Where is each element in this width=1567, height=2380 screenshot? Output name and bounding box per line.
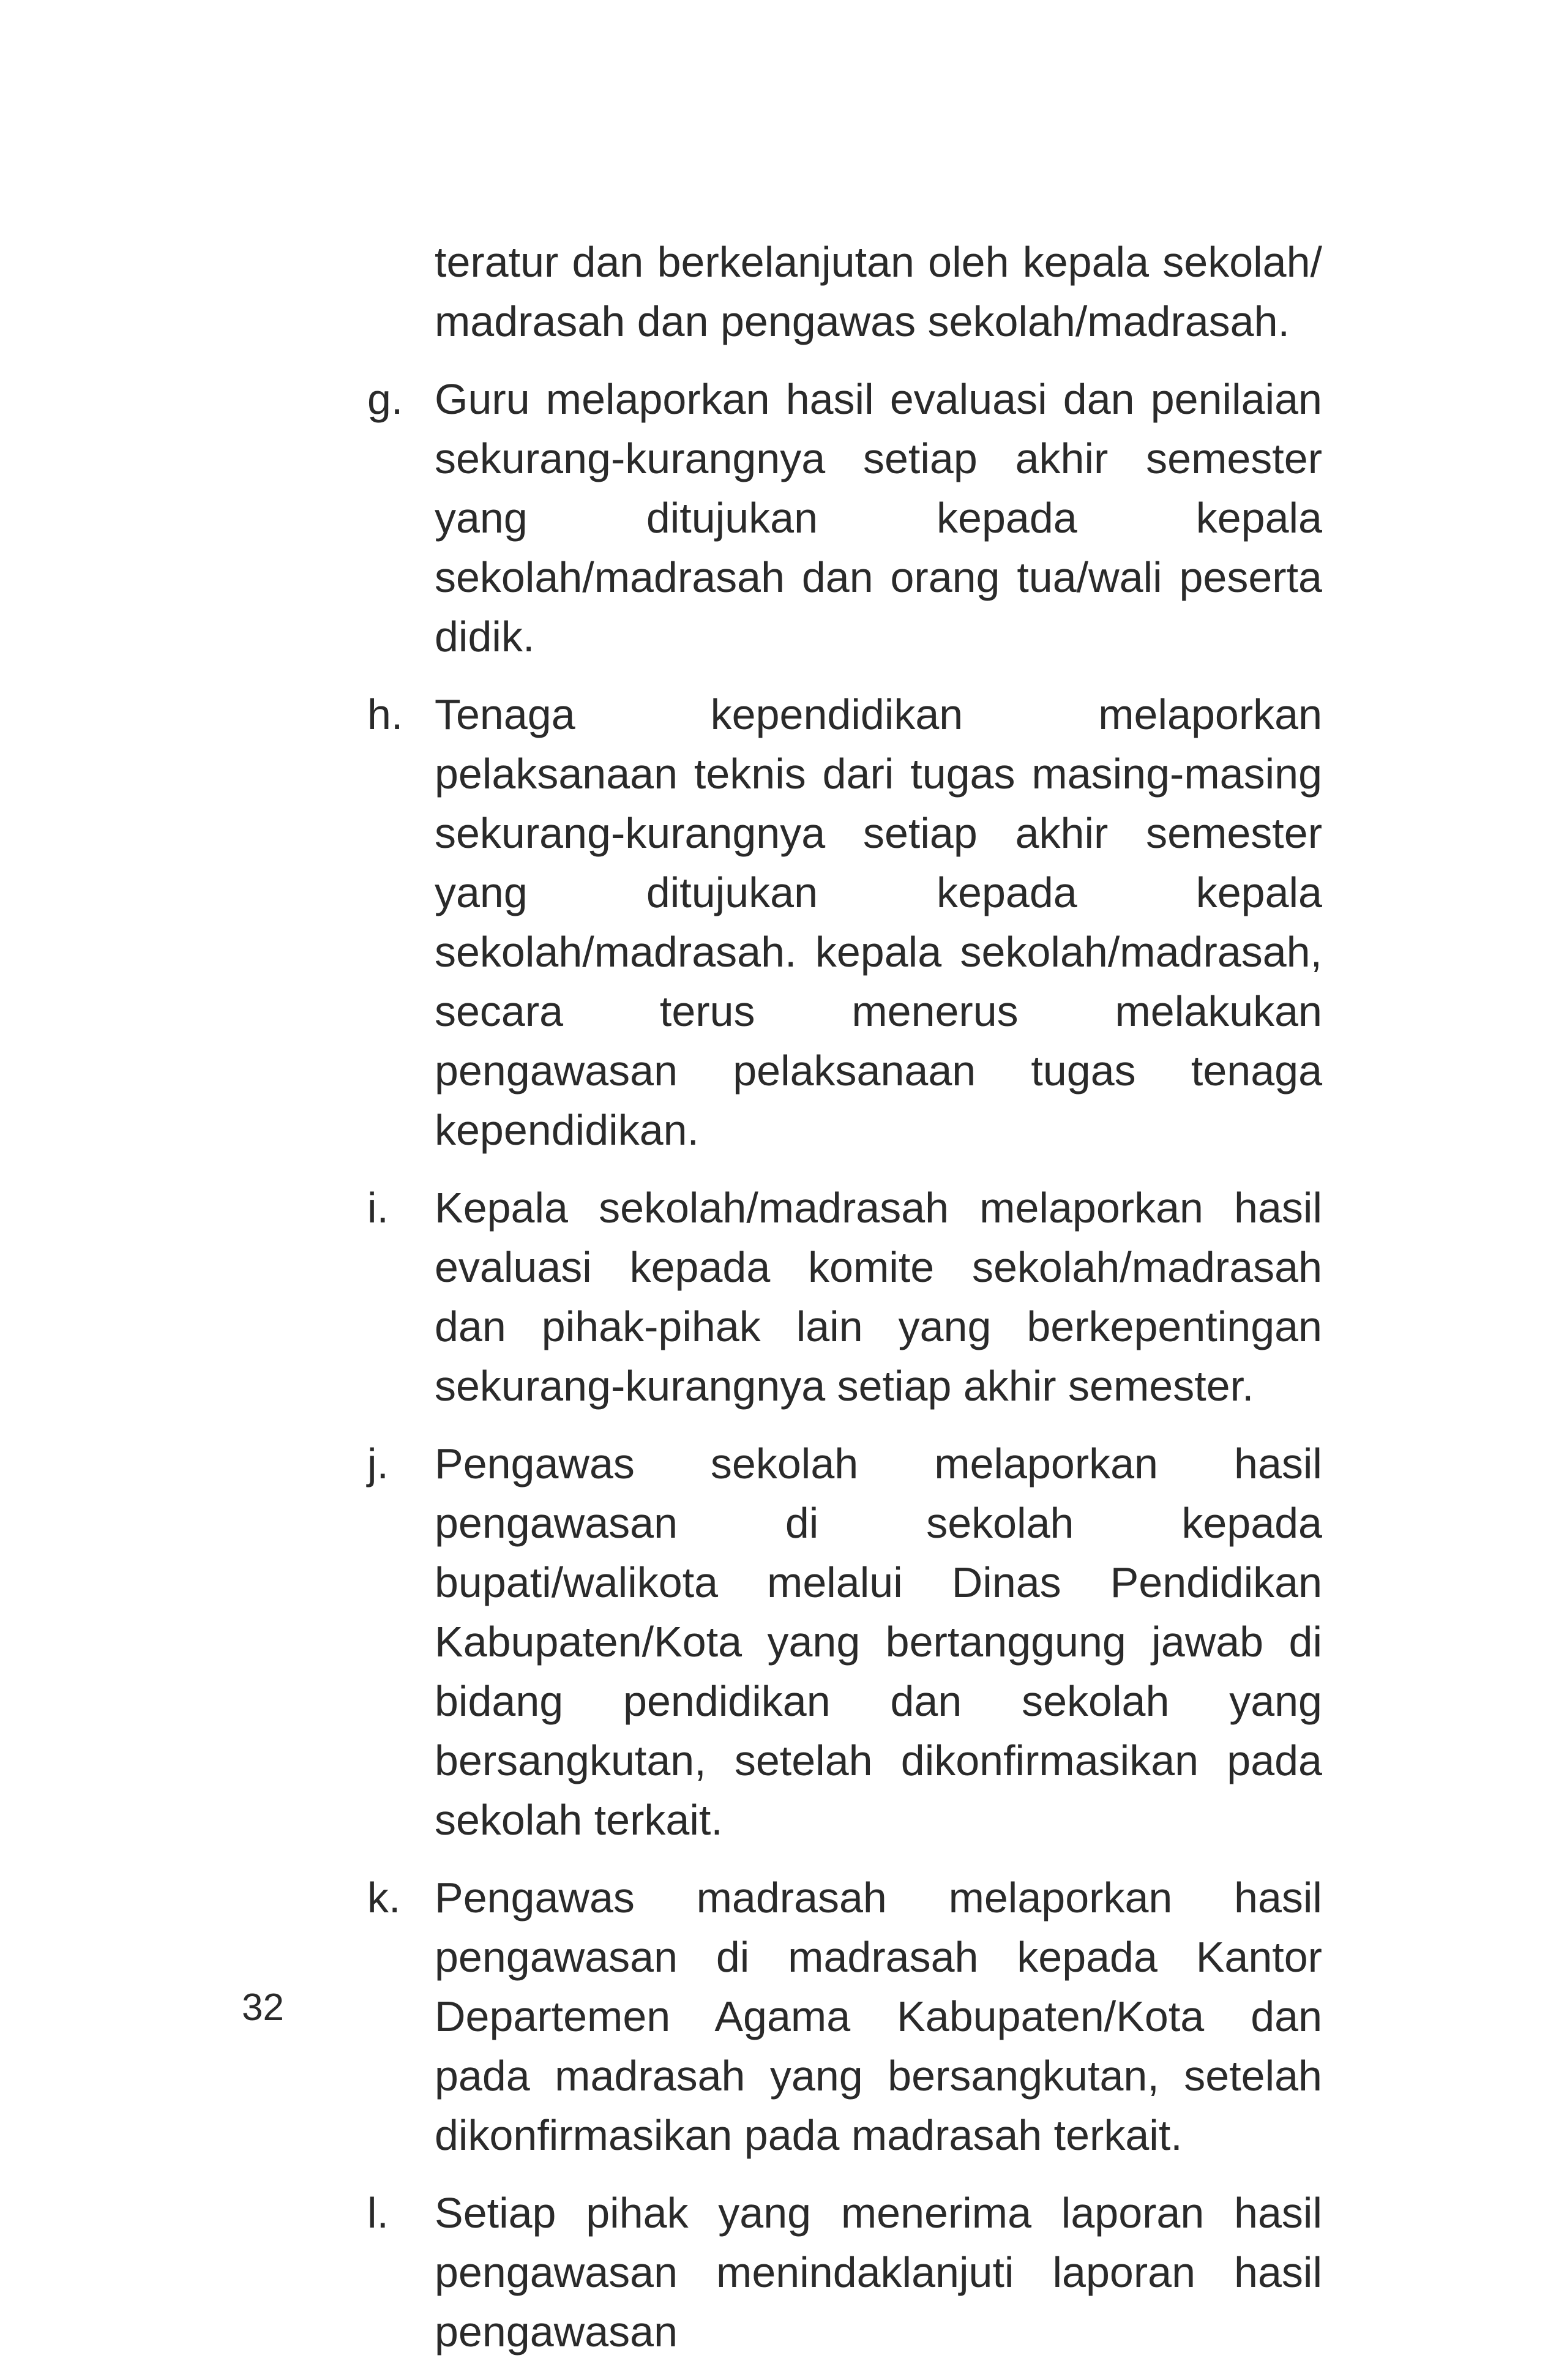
body-text [367, 233, 1322, 2380]
list-marker: k. [367, 1874, 401, 1922]
list-item-j [367, 1434, 1322, 1850]
list-item-text: Pengawas madrasah melaporkan hasil pengawasan di madrasah kepada Kantor Departemen Agama Kabupaten/Kota dan pada madrasah yang bersangkutan, setelah dikonfirmasikan pada madrasah terkait. [435, 1874, 1322, 2159]
list-item-text: Setiap pihak yang menerima laporan hasil pengawasan menindaklanjuti laporan hasil pengawasan [435, 2189, 1322, 2356]
list-marker: i. [367, 1184, 389, 1232]
list-item-text: Pengawas sekolah melaporkan hasil pengawasan di sekolah kepada bupati/walikota melalui Dinas Pendidikan Kabupaten/Kota yang bertanggung jawab di bidang pendidikan dan sekolah yang bersangkutan, setelah dikonfirmasikan pada sekolah terkait. [435, 1440, 1322, 1844]
list-item-h [367, 685, 1322, 1160]
continuation-paragraph: teratur dan berkelanjutan oleh kepala sekolah/ madrasah dan pengawas sekolah/madrasah. [435, 238, 1322, 345]
list-item-l [367, 2184, 1322, 2362]
list-marker: l. [367, 2189, 389, 2237]
list-marker: g. [367, 375, 403, 423]
list-item-k [367, 1868, 1322, 2165]
list-marker: j. [367, 1440, 389, 1488]
page-number: 32 [242, 1986, 284, 2029]
list-item-text: Tenaga kependidikan melaporkan pelaksanaan teknis dari tugas masing-masing sekurang-kurangnya setiap akhir semester yang ditujukan kepada kepala sekolah/madrasah. kepala sekolah/madrasah, secara terus menerus melakukan pengawasan pelaksanaan tugas tenaga kependidikan. [435, 690, 1322, 1154]
list-marker: h. [367, 690, 403, 738]
list-item-g [367, 370, 1322, 667]
list-item-text: Guru melaporkan hasil evaluasi dan penilaian sekurang-kurangnya setiap akhir semester yang ditujukan kepada kepala sekolah/madrasah dan orang tua/wali peserta didik. [435, 375, 1322, 660]
list-item-i [367, 1178, 1322, 1416]
list-item-text: Kepala sekolah/madrasah melaporkan hasil evaluasi kepada komite sekolah/madrasah dan pihak-pihak lain yang berkepentingan sekurang-kurangnya setiap akhir semester. [435, 1184, 1322, 1410]
